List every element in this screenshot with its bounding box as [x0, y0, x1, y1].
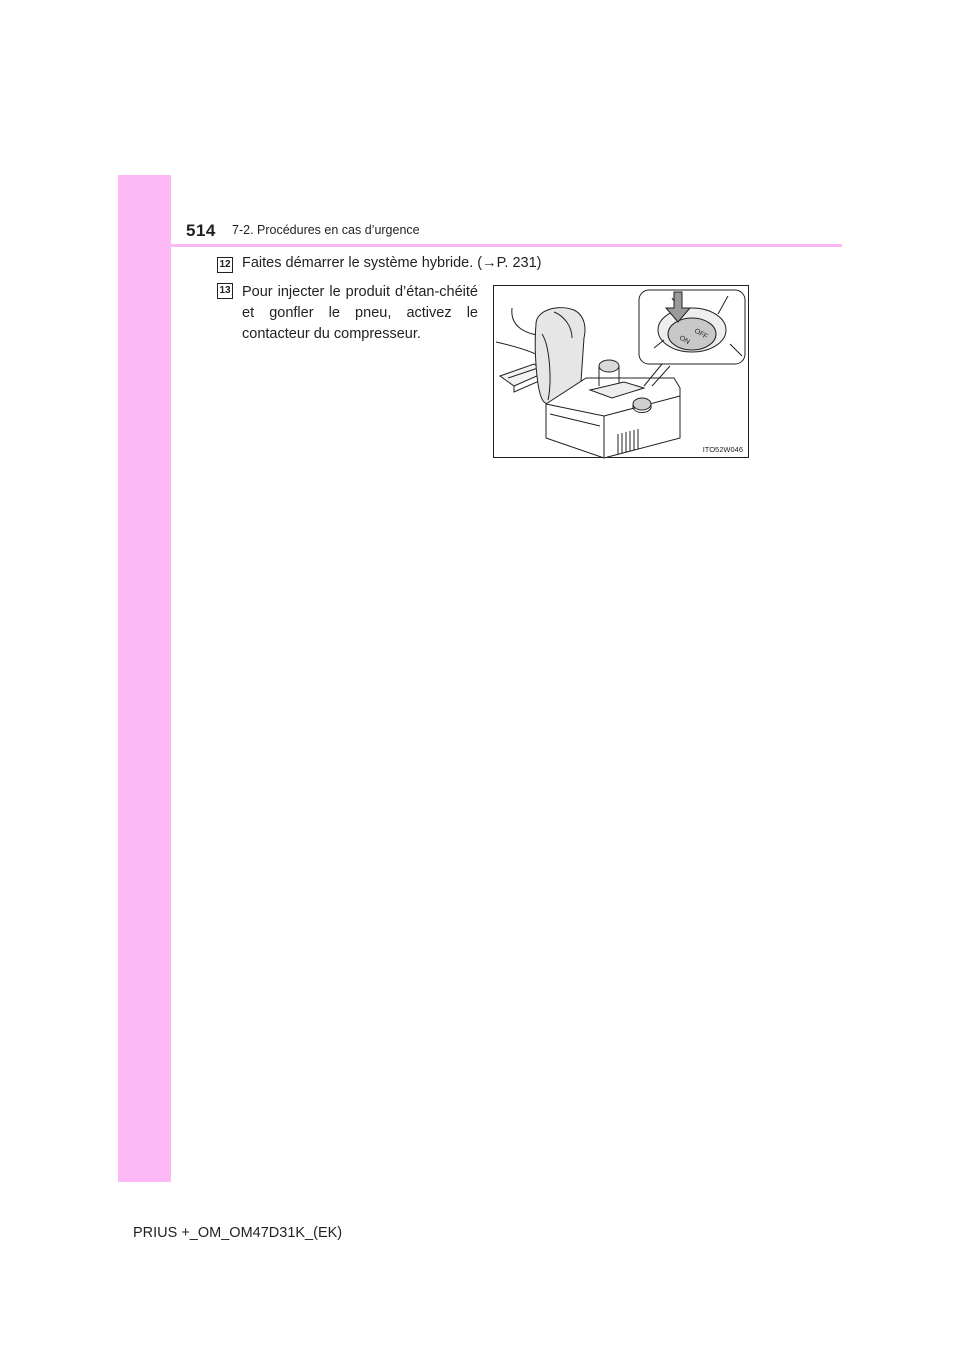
figure-code: ITO52W046	[702, 445, 743, 454]
compressor-drawing	[494, 286, 750, 459]
header-divider	[118, 244, 842, 247]
footer-model-code: PRIUS +_OM_OM47D31K_(EK)	[133, 1225, 343, 1241]
section-title: 7-2. Procédures en cas d’urgence	[232, 223, 420, 237]
switch-off-label: OFF	[693, 327, 709, 341]
chapter-sidebar-tab	[118, 175, 171, 1182]
step-badge-12: 12	[217, 257, 233, 273]
compressor-illustration	[493, 285, 749, 458]
switch-on-label: ON	[678, 334, 691, 346]
step-badge-13: 13	[217, 283, 233, 299]
step-text-13: Pour injecter le produit d’étan-chéité et gonfler le pneu, activez le contacteur du compresseur.	[242, 284, 478, 342]
step-text-12: Faites démarrer le système hybride. (→P. 231)	[242, 255, 542, 271]
page-number: 514	[186, 221, 216, 240]
